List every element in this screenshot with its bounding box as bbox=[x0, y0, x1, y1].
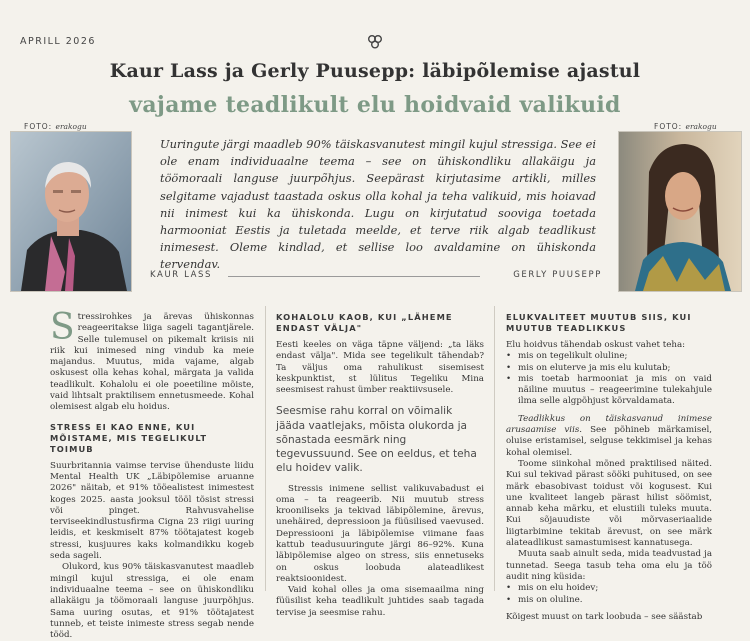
list-item: • mis on eluterve ja mis elu kulutab; bbox=[518, 363, 712, 374]
byline-kaur-lass: KAUR LASS bbox=[150, 270, 213, 280]
intro-lead: Uuringute järgi maadleb 90% täiskasvanutest mingil kujul stressiga. See ei ole enam individuaalne teema – see on ühiskondliku allakäigu ja töömoraali languse juurpõhjus. Seepärast kirjutasime artikli, milles selgitame vajadust taastada oskus olla kohal ja teha valikuid, mis hoiavad nii inimest kui ka ühiskonda. Lugu on kirjutatud sooviga toetada harmooniat Eestis ja tuletada meelde, et terve riik algab teadlikust inimesest. Oleme kindlad, et sellise loo avaldamine on ühiskonda tervendav. bbox=[160, 137, 596, 272]
publication-logo-icon bbox=[366, 34, 384, 50]
headline-line-2: vajame teadlikult elu hoidvaid valikuid bbox=[129, 92, 621, 118]
column-divider bbox=[265, 306, 266, 591]
column-divider bbox=[494, 306, 495, 591]
paragraph: Eesti keeles on väga täpne väljend: „ta läks endast välja". Mida see tegelikult tähendab? Ta väljus oma rahulikust sisemisest keskpunktist, st lülitus Tegeliku Mina seesmisest rahust ümber reaktiivsusele. bbox=[276, 340, 484, 396]
paragraph: Kõigest muust on tark loobuda – see säästab bbox=[506, 611, 703, 622]
section-heading: ELUKVALITEET MUUTUB SIIS, KUI MUUTUB TEADLIKKUS bbox=[506, 312, 692, 333]
portrait-gerly-puusepp bbox=[618, 131, 742, 292]
list-item: • mis on oluline. bbox=[518, 595, 712, 606]
headline-line-1: Kaur Lass ja Gerly Puusepp: läbipõlemise ajastul bbox=[109, 60, 641, 82]
photo-credit-right: FOTO: erakogu bbox=[654, 122, 717, 131]
paragraph: Stressirohkes ja ärevas ühiskonnas reageeritakse liiga sageli tagantjärele. Selle tulemusel on pikemalt kriisis nii riik kui inimesed ning vindub ka meie majandus. Muutus, mida vajame, algab oskusest olla kehas kohal, märgata ja valida teadlikult. Kohalolu ei ole poeetiline mõiste, vaid lihtsalt praktilisem ennetusmeede. Kohal olemisest algab elu hoidus. bbox=[50, 307, 254, 413]
list-item: • mis on tegelikult oluline; bbox=[518, 351, 712, 362]
pull-quote: Seesmise rahu korral on võimalik jääda vaatlejaks, mõista olukorda ja sõnastada eesmärk ning tegevussuund. See on eeldus, et teha elu hoidev valik. bbox=[276, 405, 477, 475]
paragraph: Elu hoidvus tähendab oskust vahet teha: bbox=[506, 340, 686, 350]
bullet-list bbox=[506, 351, 712, 407]
paragraph: Suurbritannia vaimse tervise ühenduste liidu Mental Health UK „Läbipõlemise aruanne 2026" näitab, et 91% tööealistest inimestest koges 2025. aasta jooksul tööl tõsist stressi või pinget. Rahvusvahelise terviseekindlustusfirma Cigna 23 riigi uuring leidis, et keskmiselt 87% töötajatest kogeb stressi, kusjuures kaks kolmandikku kogeb seda sageli. bbox=[50, 460, 254, 562]
section-heading: STRESS EI KAO ENNE, KUI MÕISTAME, MIS TEGELIKULT TOIMUB bbox=[50, 421, 208, 454]
paragraph: Vaid kohal olles ja oma sisemaailma ning füüsilist keha teadlikult juhtides saab tagada tervise ja seesmise rahu. bbox=[276, 585, 484, 618]
paragraph: Stressis inimene sellist valikuvabadust ei oma – ta reageerib. Nii muutub stress krooniliseks ja tekivad läbipõlemine, ärevus, unehäired, depressioon ja füüsilised vaevused. Depressiooni ja läbipõlemise viimane faas kattub teadusuuringute järgi 86–92%. Kuna läbipõlemise algeo on stress, siis ennetuseks on oskus loobuda alateadlikest reaktsioonidest. bbox=[276, 483, 484, 584]
portrait-kaur-lass bbox=[10, 131, 132, 292]
list-item: • mis on elu hoidev; bbox=[518, 583, 712, 594]
article-column-3 bbox=[506, 312, 712, 623]
paragraph: Teadlikkus on täiskasvanud inimese arusaamise viis. See põhineb märkamisel, oluise eristamisel, selguse tekkimisel ja kehas kohal olemisel. bbox=[506, 413, 713, 458]
issue-date: APRILL 2026 bbox=[20, 36, 96, 47]
bullet-list bbox=[506, 583, 712, 606]
photo-credit-left: FOTO: erakogu bbox=[24, 122, 87, 131]
paragraph: Muuta saab ainult seda, mida teadvustad ja tunnetad. Seega tasub teha oma elu ja töö audit ning küsida: bbox=[506, 549, 712, 582]
byline-gerly-puusepp: GERLY PUUSEPP bbox=[513, 270, 602, 280]
paragraph: Toome siinkohal mõned praktilised näited. Kui sul tekivad pärast sööki puhitused, on see märk ebasobivast toidust või kogusest. Kui une kvaliteet langeb pärast hilist söömist, annab keha märku, et elustiili tuleks muuta. Kui sõjauudiste või mõrvaseriaalide liigtarbimine tekitab ärevust, on see märk alateadlikust samastumisest kannatusega. bbox=[506, 458, 712, 549]
section-heading: KOHALOLU KAOB, KUI „LÄHEME ENDAST VÄLJA" bbox=[276, 312, 453, 333]
bylines bbox=[150, 270, 602, 284]
paragraph: Olukord, kus 90% täiskasvanutest maadleb mingil kujul stressiga, ei ole enam individuaalne teema – see on ühiskondliku allakäigu ja töömoraali languse juurpõhjus. Sama uuring osutas, et 91% töötajatest tunneb, et teiste inimeste stress segab nende tööd. bbox=[50, 562, 254, 641]
article-column-1 bbox=[50, 307, 254, 641]
drop-cap: S bbox=[50, 307, 75, 348]
byline-divider bbox=[228, 276, 480, 277]
article-column-2 bbox=[276, 312, 484, 619]
list-item: • mis toetab harmooniat ja mis on vaid näiline muutus – reageerimine tulekahjule ilma selle algpõhjust kõrvaldamata. bbox=[518, 374, 712, 408]
